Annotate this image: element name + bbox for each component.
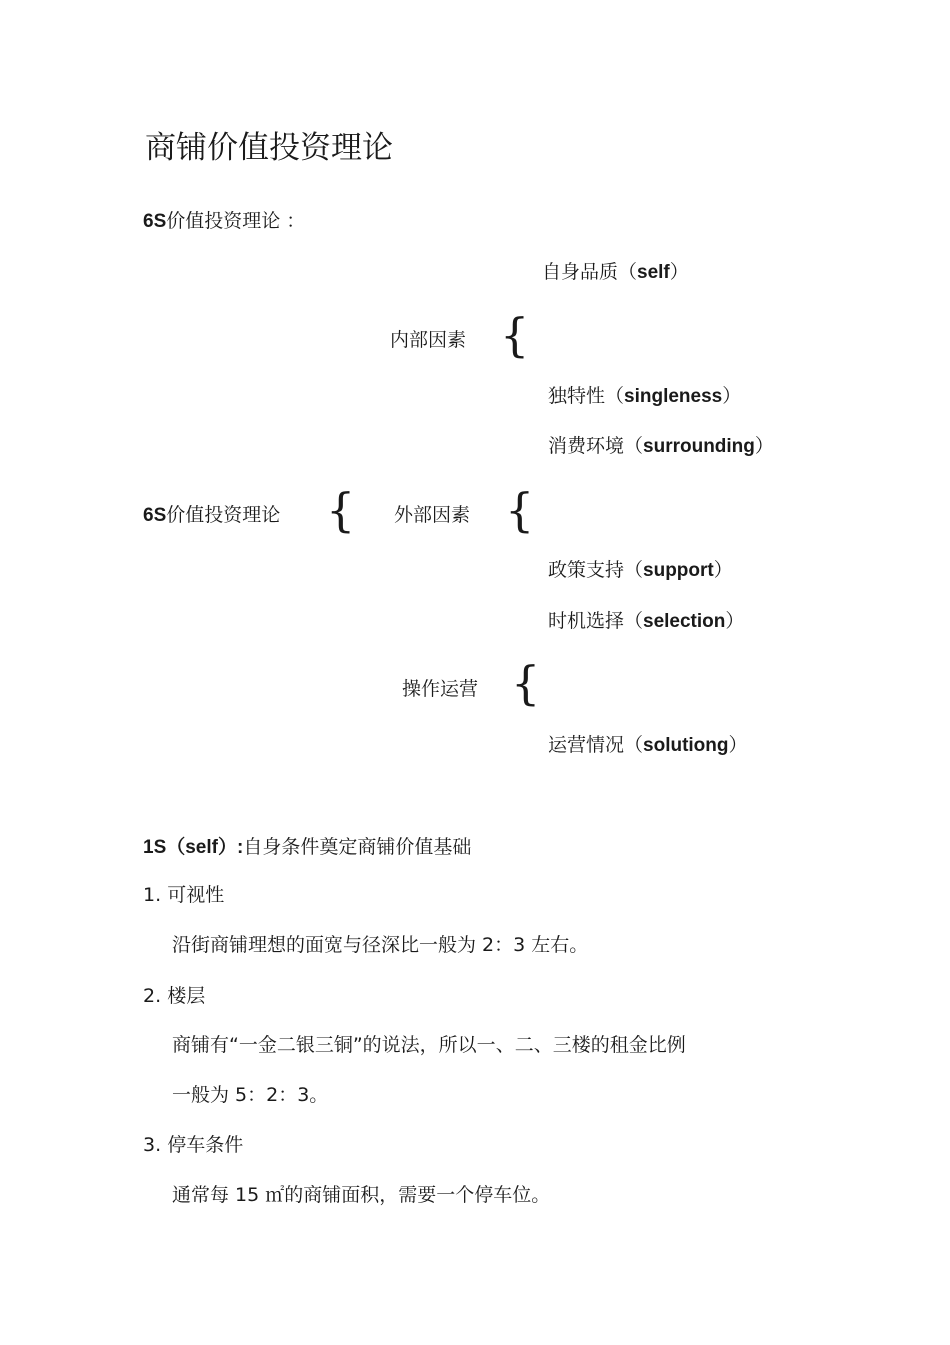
diagram-item-solutiong: 运营情况（solutiong） bbox=[548, 734, 748, 756]
intro-line bbox=[143, 206, 305, 233]
diagram-root: 6S价值投资理论 bbox=[143, 504, 281, 526]
diagram-group-operation: 操作运营 bbox=[402, 678, 479, 700]
diagram-group-external: 外部因素 bbox=[394, 504, 471, 526]
brace-root: { bbox=[326, 483, 356, 537]
list-item-heading: 2. 楼层 bbox=[143, 985, 206, 1007]
list-item-body: 沿街商铺理想的面宽与径深比一般为 2：3 左右。 bbox=[172, 934, 589, 956]
diagram-group-internal: 内部因素 bbox=[390, 329, 467, 351]
diagram-item-selection: 时机选择（selection） bbox=[548, 610, 745, 632]
list-item-heading: 1. 可视性 bbox=[143, 884, 225, 906]
list-item-body: 通常每 15 ㎡的商铺面积，需要一个停车位。 bbox=[172, 1184, 551, 1206]
intro-text: 价值投资理论 ： bbox=[166, 210, 306, 232]
intro-code: 6S bbox=[143, 211, 167, 232]
diagram-item-singleness: 独特性（singleness） bbox=[548, 385, 742, 407]
page-title: 商铺价值投资理论 bbox=[145, 130, 393, 166]
diagram-item-surrounding: 消费环境（surrounding） bbox=[548, 435, 774, 457]
diagram-item-self: 自身品质（self） bbox=[542, 261, 689, 283]
brace-operation: { bbox=[511, 656, 541, 710]
brace-external: { bbox=[505, 483, 535, 537]
diagram-item-support: 政策支持（support） bbox=[548, 559, 733, 581]
list-item-body: 商铺有“一金二银三铜”的说法，所以一、二、三楼的租金比例 bbox=[172, 1034, 686, 1056]
list-item-heading: 3. 停车条件 bbox=[143, 1134, 244, 1156]
brace-internal: { bbox=[500, 308, 530, 362]
section-heading: 1S（self）:自身条件奠定商铺价值基础 bbox=[143, 836, 472, 858]
list-item-body: 一般为 5：2：3。 bbox=[172, 1084, 329, 1106]
